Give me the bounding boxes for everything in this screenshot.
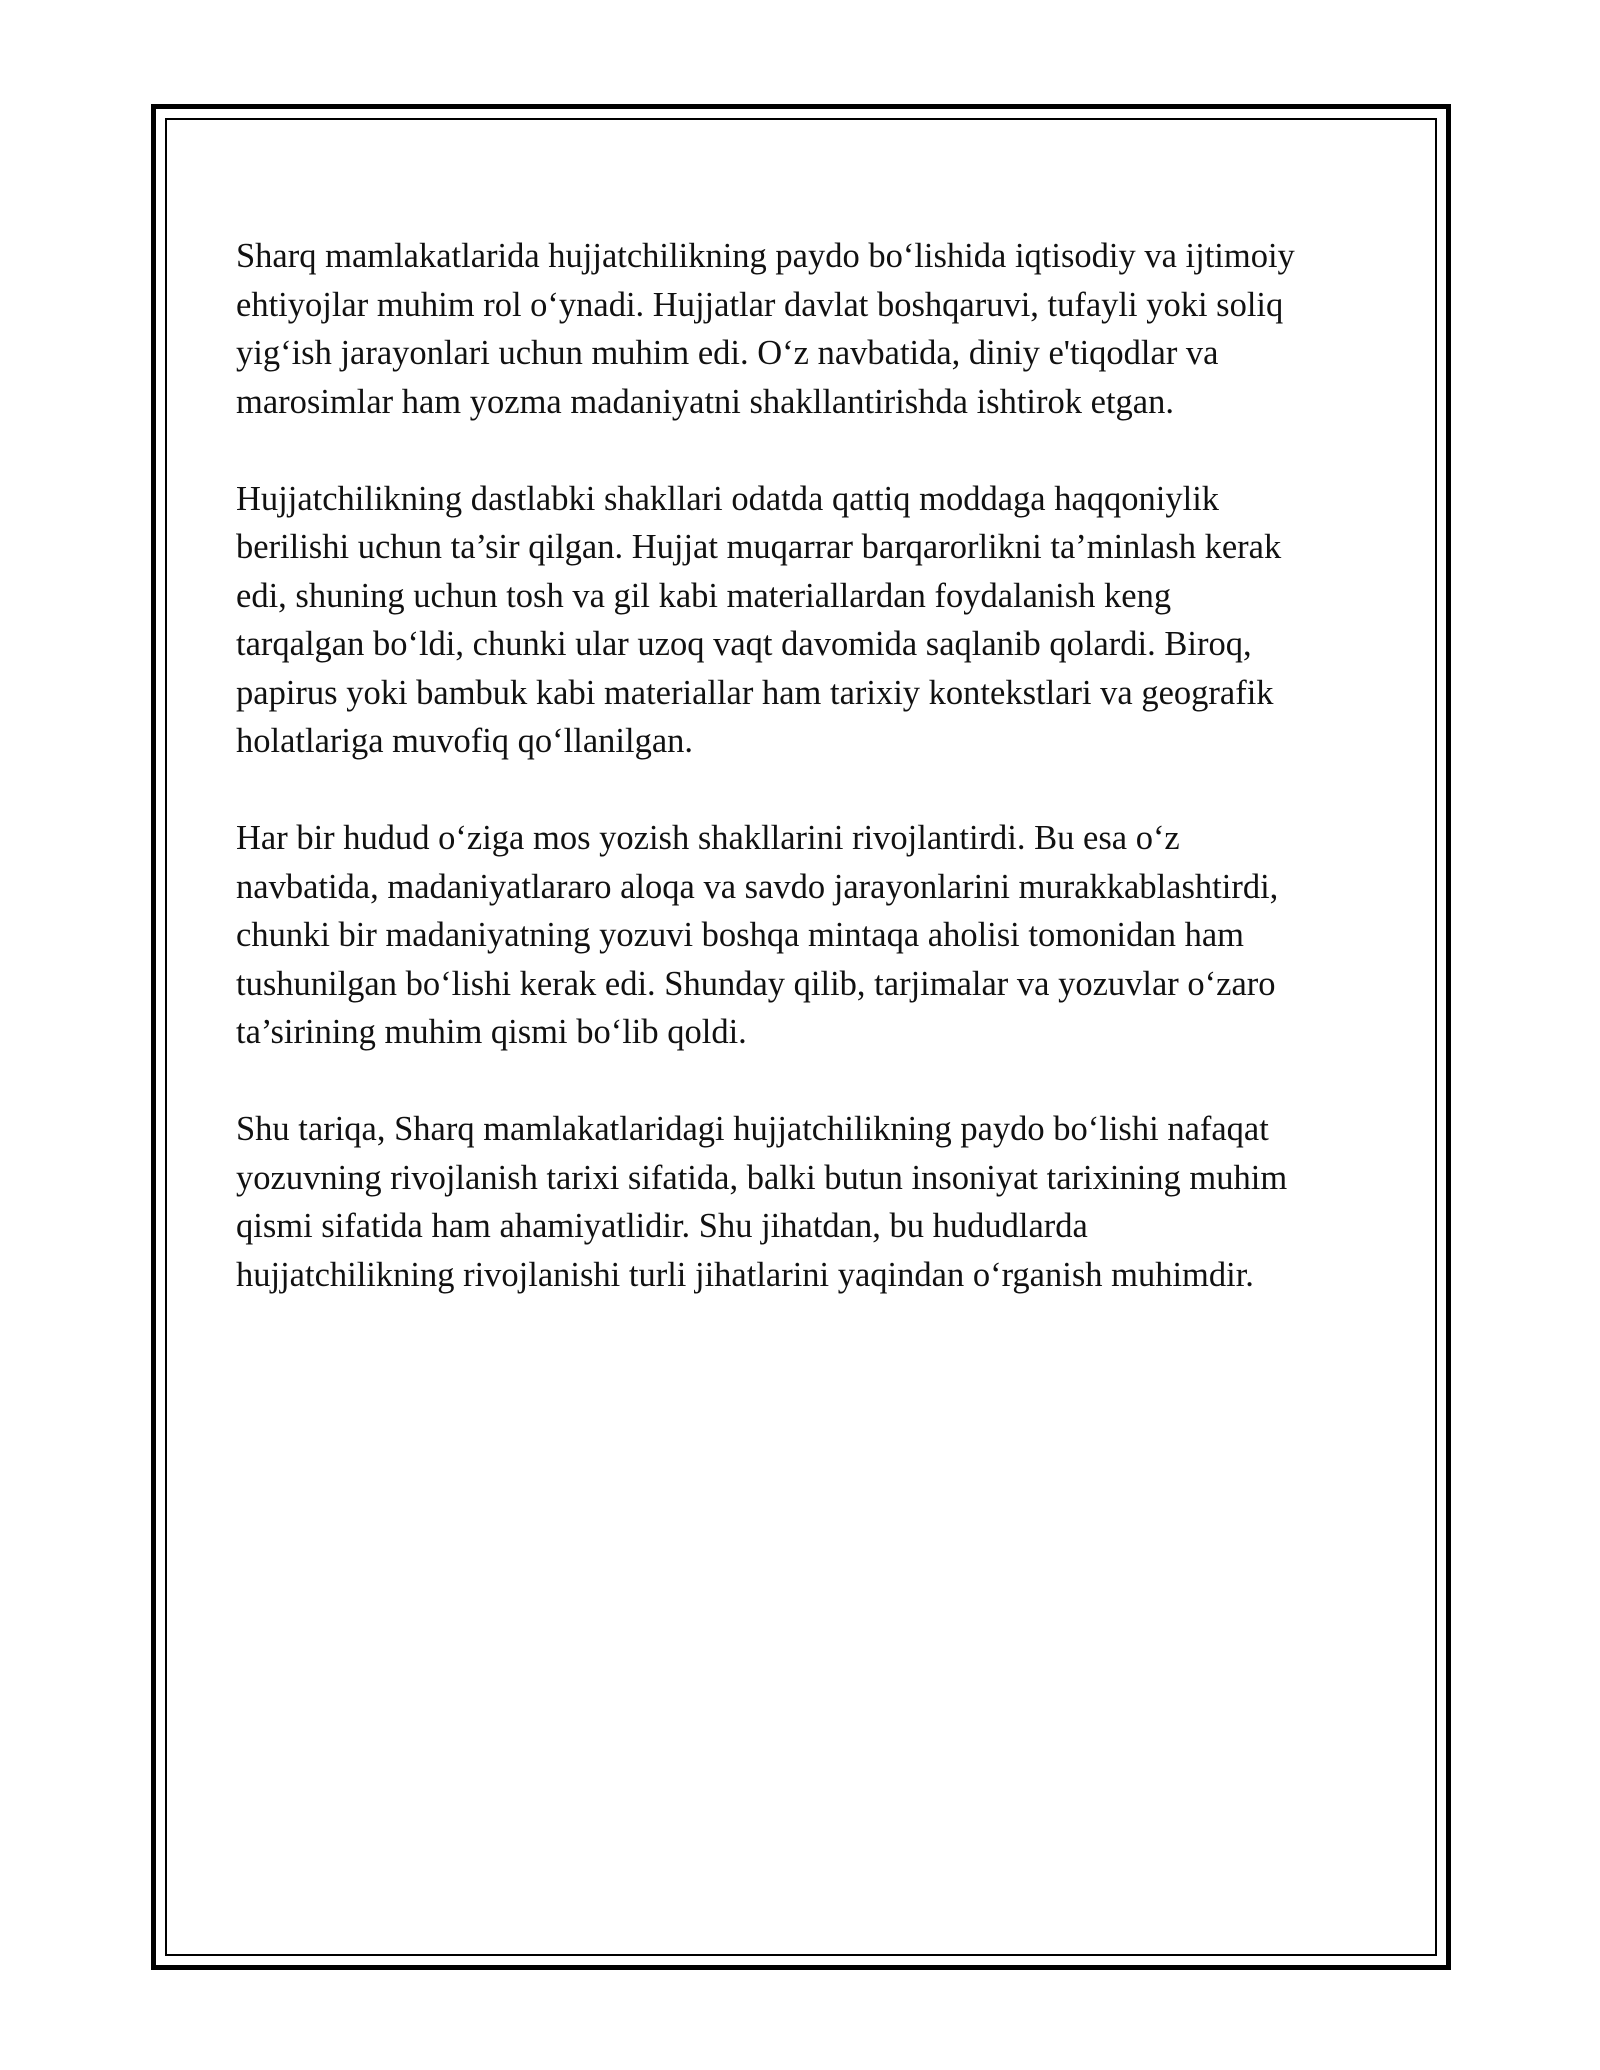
paragraph-3 <box>236 814 1378 1057</box>
paragraph-line: Sharq mamlakatlarida hujjatchilikning paydo bo‘lishida iqtisodiy va ijtimoiy <box>236 237 1295 275</box>
paragraph-line: yig‘ish jarayonlari uchun muhim edi. O‘z navbatida, diniy e'tiqodlar va <box>236 334 1219 372</box>
paragraph-line: Hujjatchilikning dastlabki shakllari odatda qattiq moddaga haqqoniylik <box>236 479 1220 518</box>
paragraph-line: Har bir hudud o‘ziga mos yozish shakllarini rivojlantirdi. Bu esa o‘z <box>236 819 1180 857</box>
paragraph-line: edi, shuning uchun tosh va gil kabi materiallardan foydalanish keng <box>236 576 1172 615</box>
paragraph-line: hujjatchilikning rivojlanishi turli jihatlarini yaqindan o‘rganish muhimdir. <box>236 1255 1254 1294</box>
document-body <box>236 232 1378 1348</box>
paragraph-1 <box>236 232 1378 426</box>
paragraph-line: berilishi uchun ta’sir qilgan. Hujjat muqarrar barqarorlikni ta’minlash kerak <box>236 528 1282 566</box>
paragraph-4 <box>236 1105 1378 1299</box>
paragraph-line: papirus yoki bambuk kabi materiallar ham tarixiy kontekstlari va geografik <box>236 673 1274 712</box>
paragraph-line: chunki bir madaniyatning yozuvi boshqa mintaqa aholisi tomonidan ham <box>236 916 1244 954</box>
paragraph-line: holatlariga muvofiq qo‘llanilgan. <box>236 722 694 760</box>
paragraph-line: ta’sirining muhim qismi bo‘lib qoldi. <box>236 1013 747 1051</box>
paragraph-line: marosimlar ham yozma madaniyatni shakllantirishda ishtirok etgan. <box>236 382 1174 421</box>
paragraph-line: ehtiyojlar muhim rol o‘ynadi. Hujjatlar davlat boshqaruvi, tufayli yoki soliq <box>236 285 1284 324</box>
paragraph-line: Shu tariqa, Sharq mamlakatlaridagi hujjatchilikning paydo bo‘lishi nafaqat <box>236 1110 1269 1148</box>
paragraph-line: navbatida, madaniyatlararo aloqa va savdo jarayonlarini murakkablashtirdi, <box>236 867 1279 906</box>
paragraph-2 <box>236 475 1378 766</box>
paragraph-line: qismi sifatida ham ahamiyatlidir. Shu jihatdan, bu hududlarda <box>236 1207 1088 1245</box>
paragraph-line: tarqalgan bo‘ldi, chunki ular uzoq vaqt davomida saqlanib qolardi. Biroq, <box>236 625 1252 663</box>
paragraph-line: yozuvning rivojlanish tarixi sifatida, balki butun insoniyat tarixining muhim <box>236 1158 1288 1197</box>
paragraph-line: tushunilgan bo‘lishi kerak edi. Shunday qilib, tarjimalar va yozuvlar o‘zaro <box>236 964 1276 1003</box>
